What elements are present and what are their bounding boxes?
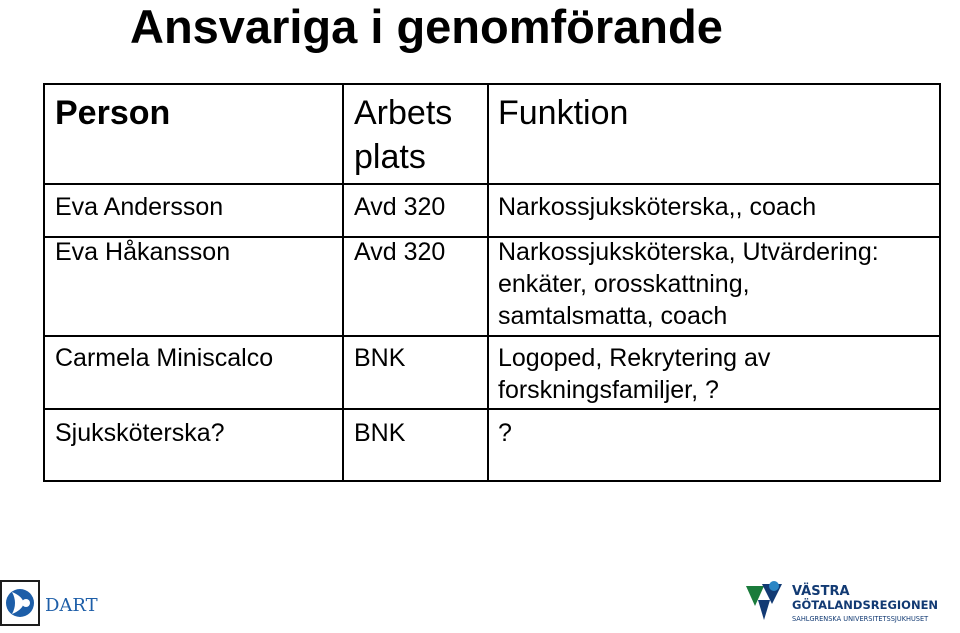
row-1-workplace: Avd 320 <box>354 193 446 221</box>
vgr-line1: VÄSTRA <box>792 584 850 599</box>
row-1-person: Eva Andersson <box>55 193 224 221</box>
page-title: Ansvariga i genomförande <box>130 0 723 53</box>
row-1-function: Narkossjuksköterska,, coach <box>498 193 817 221</box>
row-3-function-line2: forskningsfamiljer, ? <box>498 376 719 404</box>
row-divider <box>45 183 939 185</box>
row-2-function-line3: samtalsmatta, coach <box>498 302 728 330</box>
responsibility-table <box>43 83 941 482</box>
row-4-person: Sjuksköterska? <box>55 419 225 447</box>
vgr-line2: GÖTALANDSREGIONEN <box>792 598 939 612</box>
row-divider <box>45 408 939 410</box>
vgr-logo <box>742 578 958 628</box>
column-divider <box>342 85 344 480</box>
row-2-workplace: Avd 320 <box>354 238 446 266</box>
row-3-workplace: BNK <box>354 344 406 372</box>
column-divider <box>487 85 489 480</box>
row-3-function-line1: Logoped, Rekrytering av <box>498 344 771 372</box>
dart-logo-text: DART <box>45 595 98 616</box>
header-function: Funktion <box>498 94 629 132</box>
dart-logo-icon <box>0 578 110 628</box>
row-4-workplace: BNK <box>354 419 406 447</box>
header-person: Person <box>55 94 171 132</box>
row-2-function-line1: Narkossjuksköterska, Utvärdering: <box>498 238 879 266</box>
row-divider <box>45 335 939 337</box>
row-2-function-line2: enkäter, orosskattning, <box>498 270 750 298</box>
row-4-function: ? <box>498 419 512 447</box>
vgr-logo-icon <box>742 578 958 628</box>
header-workplace-line2: plats <box>354 138 426 176</box>
row-2-person: Eva Håkansson <box>55 238 231 266</box>
vgr-line3: SAHLGRENSKA UNIVERSITETSSJUKHUSET <box>792 615 929 623</box>
row-3-person: Carmela Miniscalco <box>55 344 274 372</box>
dart-logo <box>0 578 110 628</box>
header-workplace-line1: Arbets <box>354 94 453 132</box>
